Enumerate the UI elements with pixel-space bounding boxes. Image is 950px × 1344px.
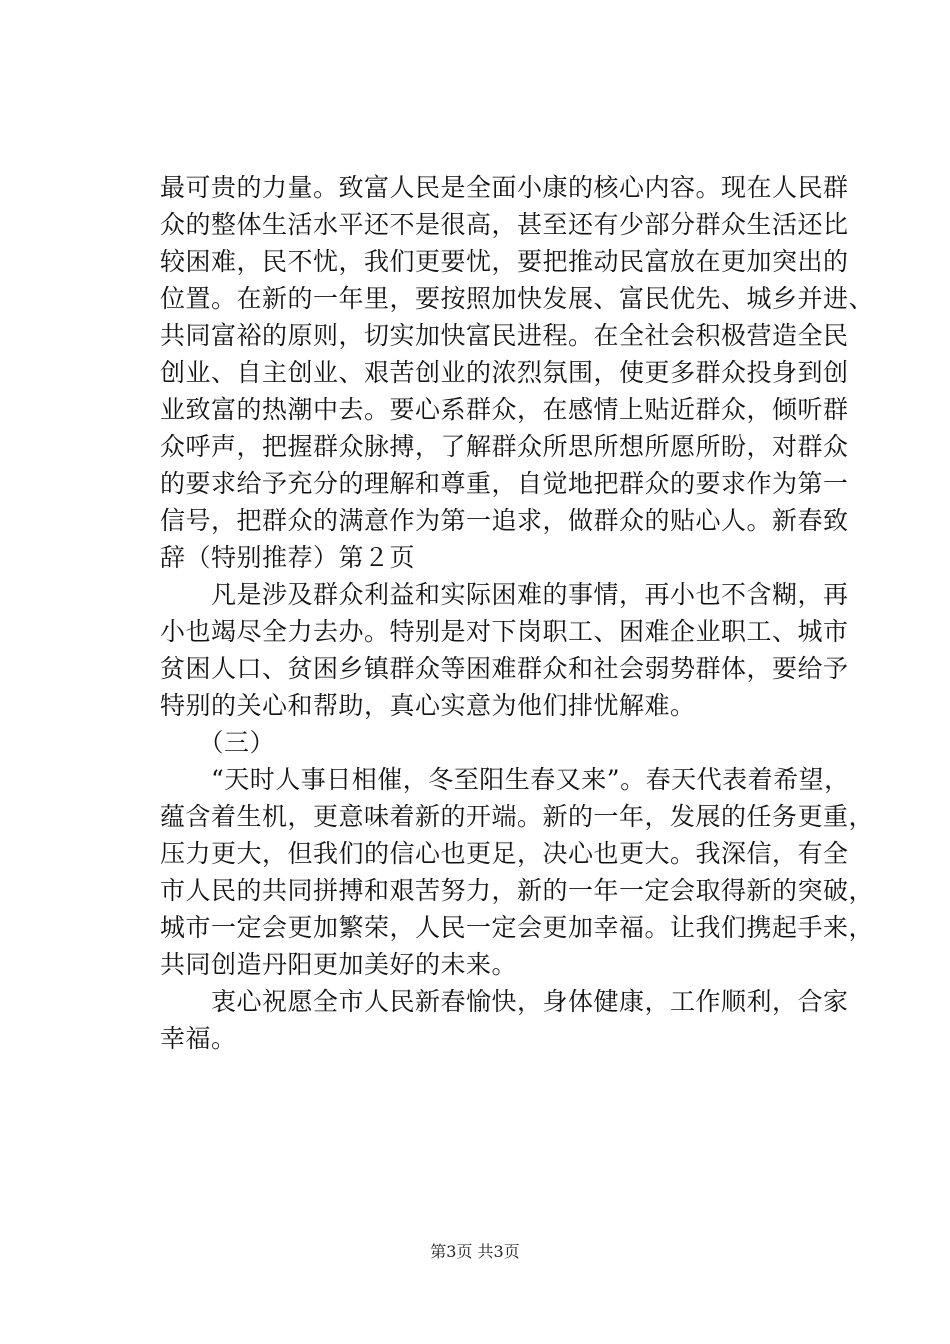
text-line: 压力更大，但我们的信心也更足，决心也更大。我深信，有全 — [160, 839, 849, 868]
text-line: 辞（特别推荐）第２页 — [160, 543, 416, 572]
body-text — [160, 169, 875, 1057]
text-line: 最可贵的力量。致富人民是全面小康的核心内容。现在人民群 — [160, 173, 849, 202]
text-line: 特别的关心和帮助，真心实意为他们排忧解难。 — [160, 691, 696, 720]
text-line: 城市一定会更加繁荣，人民一定会更加幸福。让我们携起手来， — [160, 913, 875, 942]
text-line: 众呼声，把握群众脉搏，了解群众所思所想所愿所盼，对群众 — [160, 432, 849, 461]
text-line: 小也竭尽全力去办。特别是对下岗职工、困难企业职工、城市 — [160, 617, 849, 646]
text-line: 众的整体生活水平还不是很高，甚至还有少部分群众生活还比 — [160, 210, 849, 239]
text-line: 凡是涉及群众利益和实际困难的事情，再小也不含糊，再 — [160, 580, 849, 609]
text-line: 市人民的共同拼搏和艰苦努力，新的一年一定会取得新的突破， — [160, 876, 875, 905]
text-line: 衷心祝愿全市人民新春愉快，身体健康，工作顺利，合家 — [160, 987, 849, 1016]
page-footer: 第3页 共3页 — [430, 1242, 520, 1261]
text-line: 业致富的热潮中去。要心系群众，在感情上贴近群众，倾听群 — [160, 395, 849, 424]
text-line: 共同创造丹阳更加美好的未来。 — [160, 950, 518, 979]
text-line: （三） — [160, 728, 276, 757]
text-line: 蕴含着生机，更意味着新的开端。新的一年，发展的任务更重， — [160, 802, 875, 831]
text-line: 位置。在新的一年里，要按照加快发展、富民优先、城乡并进、 — [160, 284, 875, 313]
text-line: 信号，把群众的满意作为第一追求，做群众的贴心人。新春致 — [160, 506, 849, 535]
text-line: 幸福。 — [160, 1024, 237, 1053]
text-line: 较困难，民不忧，我们更要忧，要把推动民富放在更加突出的 — [160, 247, 849, 276]
text-line: 贫困人口、贫困乡镇群众等困难群众和社会弱势群体，要给予 — [160, 654, 849, 683]
text-line: 创业、自主创业、艰苦创业的浓烈氛围，使更多群众投身到创 — [160, 358, 849, 387]
text-line: 的要求给予充分的理解和尊重，自觉地把群众的要求作为第一 — [160, 469, 849, 498]
text-line: 共同富裕的原则，切实加快富民进程。在全社会积极营造全民 — [160, 321, 849, 350]
text-line: “天时人事日相催，冬至阳生春又来”。春天代表着希望， — [160, 765, 850, 794]
